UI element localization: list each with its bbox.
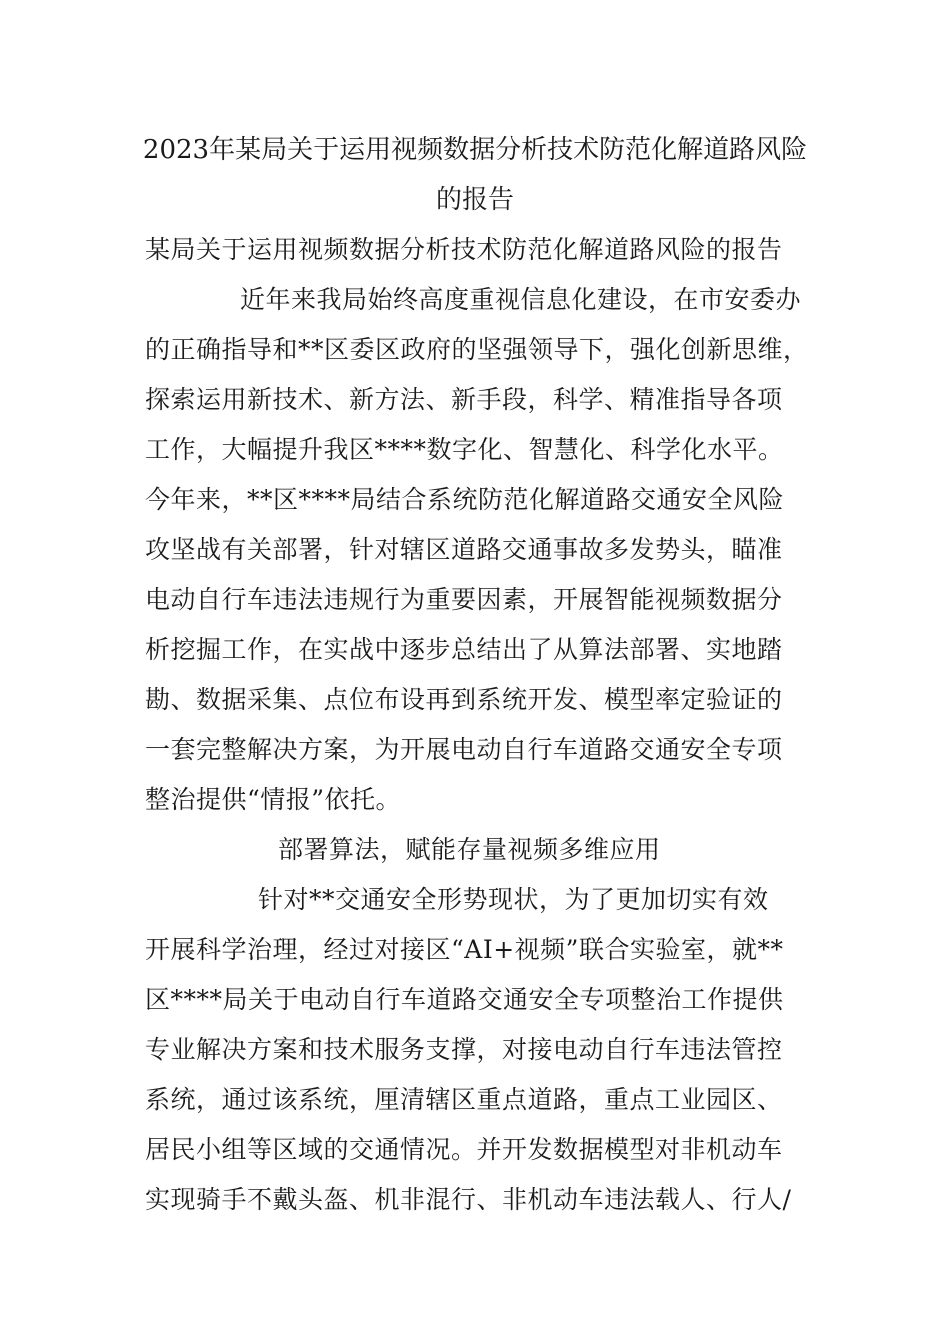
paragraph-line: 系统，通过该系统，厘清辖区重点道路，重点工业园区、 xyxy=(145,1085,783,1114)
paragraph-line: 工作，大幅提升我区****数字化、智慧化、科学化水平。 xyxy=(145,435,784,464)
paragraph-line: 专业解决方案和技术服务支撑，对接电动自行车违法管控 xyxy=(145,1035,783,1064)
paragraph-line: 针对**交通安全形势现状，为了更加切实有效 xyxy=(258,885,769,914)
paragraph-line: 电动自行车违法违规行为重要因素，开展智能视频数据分 xyxy=(145,585,783,614)
paragraph-line: 居民小组等区域的交通情况。并开发数据模型对非机动车 xyxy=(145,1135,783,1164)
paragraph-line: 今年来，**区****局结合系统防范化解道路交通安全风险 xyxy=(145,485,785,514)
paragraph-line: 攻坚战有关部署，针对辖区道路交通事故多发势头，瞄准 xyxy=(145,535,783,564)
document-subtitle: 某局关于运用视频数据分析技术防范化解道路风险的报告 xyxy=(145,235,783,264)
paragraph-line: 一套完整解决方案，为开展电动自行车道路交通安全专项 xyxy=(145,735,783,764)
paragraph-line: 析挖掘工作，在实战中逐步总结出了从算法部署、实地踏 xyxy=(145,635,783,664)
paragraph-line: 开展科学治理，经过对接区“AI+视频”联合实验室，就** xyxy=(145,935,784,964)
paragraph-line: 实现骑手不戴头盔、机非混行、非机动车违法载人、行人/ xyxy=(145,1185,792,1214)
section-heading: 部署算法，赋能存量视频多维应用 xyxy=(278,835,661,864)
document-title-line-2: 的报告 xyxy=(435,185,514,215)
document-title-line-1: 2023年某局关于运用视频数据分析技术防范化解道路风险 xyxy=(142,135,808,165)
paragraph-line: 近年来我局始终高度重视信息化建设，在市安委办 xyxy=(240,285,802,314)
paragraph-line: 整治提供“情报”依托。 xyxy=(145,785,402,814)
paragraph-line: 区****局关于电动自行车道路交通安全专项整治工作提供 xyxy=(145,985,784,1014)
paragraph-line: 勘、数据采集、点位布设再到系统开发、模型率定验证的 xyxy=(145,685,783,714)
paragraph-line: 探索运用新技术、新方法、新手段，科学、精准指导各项 xyxy=(145,385,783,414)
paragraph-line: 的正确指导和**区委区政府的坚强领导下，强化创新思维， xyxy=(145,335,809,364)
